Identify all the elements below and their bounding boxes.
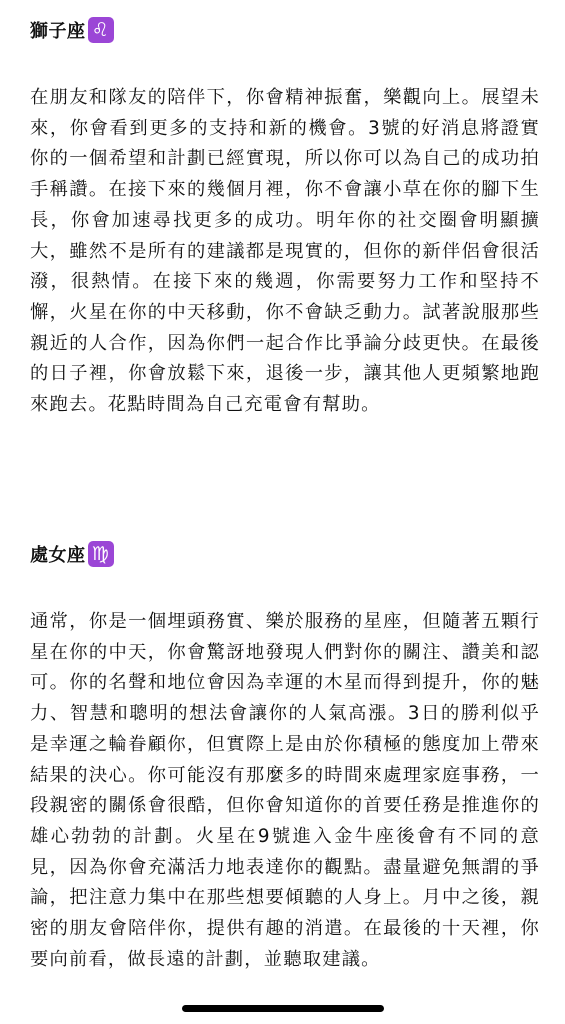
virgo-section	[30, 538, 540, 975]
virgo-heading	[30, 538, 540, 570]
virgo-zodiac-icon: ♍	[88, 541, 114, 567]
leo-heading	[30, 14, 540, 46]
home-indicator[interactable]	[182, 1005, 384, 1012]
leo-section	[30, 14, 540, 421]
leo-horoscope-text: 在朋友和隊友的陪伴下，你會精神振奮，樂觀向上。展望未來，你會看到更多的支持和新的機會。3號的好消息將證實你的一個希望和計劃已經實現，所以你可以為自己的成功拍手稱讚。在接下來的幾個月裡，你不會讓小草在你的腳下生長，你會加速尋找更多的成功。明年你的社交圈會明顯擴大，雖然不是所有的建議都是現實的，但你的新伴侶會很活潑，很熱情。在接下來的幾週，你需要努力工作和堅持不懈，火星在你的中天移動，你不會缺乏動力。試著說服那些親近的人合作，因為你們一起合作比爭論分歧更快。在最後的日子裡，你會放鬆下來，退後一步，讓其他人更頻繁地跑來跑去。花點時間為自己充電會有幫助。	[30, 87, 540, 416]
leo-title: 獅子座	[30, 21, 86, 42]
virgo-title: 處女座	[30, 545, 86, 566]
leo-zodiac-icon: ♌	[88, 17, 114, 43]
virgo-horoscope-text: 通常，你是一個埋頭務實、樂於服務的星座，但隨著五顆行星在你的中天，你會驚訝地發現人們對你的關注、讚美和認可。你的名聲和地位會因為幸運的木星而得到提升，你的魅力、智慧和聰明的想法會讓你的人氣高漲。3日的勝利似乎是幸運之輪眷顧你，但實際上是由於你積極的態度加上帶來結果的決心。你可能沒有那麼多的時間來處理家庭事務，一段親密的關係會很酷，但你會知道你的首要任務是推進你的雄心勃勃的計劃。火星在9號進入金牛座後會有不同的意見，因為你會充滿活力地表達你的觀點。盡量避免無謂的爭論，把注意力集中在那些想要傾聽的人身上。月中之後，親密的朋友會陪伴你，提供有趣的消遣。在最後的十天裡，你要向前看，做長遠的計劃，並聽取建議。	[30, 611, 540, 970]
